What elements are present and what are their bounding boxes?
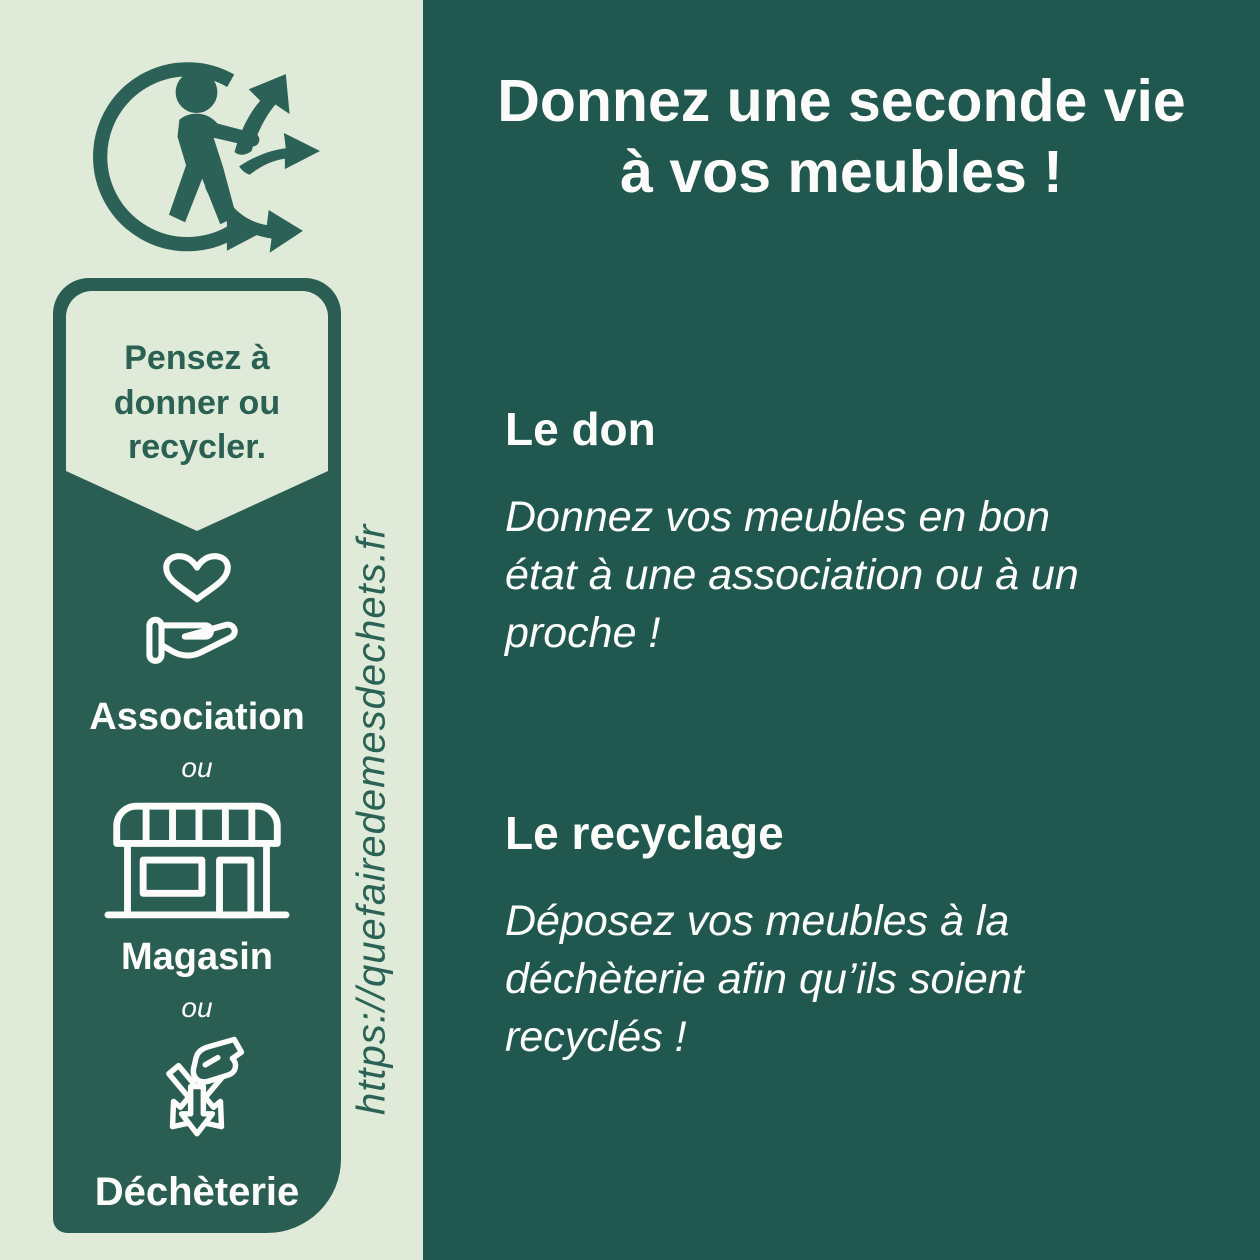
title-line-2: à vos meubles ! xyxy=(620,139,1063,206)
page-title xyxy=(423,66,1260,209)
heart-in-hand-icon xyxy=(53,546,341,688)
decheterie-label: Déchèterie xyxy=(94,1170,300,1214)
options-column xyxy=(53,278,341,1233)
pennant-line-3: recycler. xyxy=(127,427,267,466)
section-heading-le-don: Le don xyxy=(505,403,656,455)
rec-line-3: recyclés ! xyxy=(505,1013,687,1062)
right-panel xyxy=(423,0,1260,1260)
rec-line-1: Déposez vos meubles à la xyxy=(505,897,1010,945)
section-heading-le-recyclage: Le recyclage xyxy=(505,807,784,859)
pennant-banner xyxy=(66,291,328,471)
rec-line-2: déchèterie afin qu’ils soient xyxy=(505,955,1024,1004)
pennant-text xyxy=(66,336,328,471)
hand-sorting-arrows-icon xyxy=(53,1034,341,1170)
association-label: Association xyxy=(89,696,305,738)
separator-ou-2: ou xyxy=(181,992,213,1023)
separator-ou-1: ou xyxy=(181,752,213,783)
title-line-1: Donnez une seconde vie xyxy=(497,68,1186,134)
website-url: https://quefairedemesdechets.fr xyxy=(349,523,394,1115)
left-panel xyxy=(0,0,423,1260)
triman-recycling-logo-icon xyxy=(90,38,322,266)
don-line-2: état à une association ou à un xyxy=(505,551,1079,600)
don-line-1: Donnez vos meubles en bon xyxy=(505,493,1051,541)
don-line-3: proche ! xyxy=(505,609,661,658)
section-body-le-recyclage xyxy=(505,892,1205,1066)
storefront-icon xyxy=(53,794,341,932)
pennant-line-1: Pensez à xyxy=(124,339,270,378)
pennant-line-2: donner ou xyxy=(113,383,281,422)
section-body-le-don xyxy=(505,488,1205,662)
pennant-point xyxy=(66,471,328,531)
magasin-label: Magasin xyxy=(120,936,274,978)
